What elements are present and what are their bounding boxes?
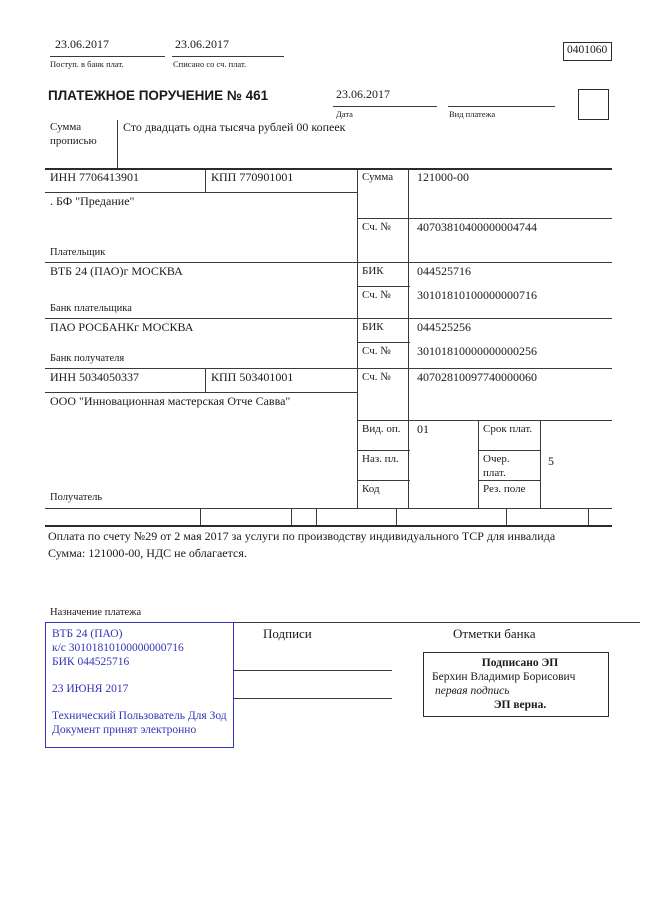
priority-value: 5 [548,454,554,468]
payee-account-label: Сч. № [362,371,391,383]
payer-section-border [45,262,612,263]
payer-bank-name: ВТБ 24 (ПАО)г МОСКВА [50,264,183,278]
debited-from-account-date: 23.06.2017 [175,37,229,51]
signature-line-2 [233,698,392,699]
label-column-right-border [408,168,409,508]
op-type-label: Вид. оп. [362,423,401,435]
sum-row-border [357,218,612,219]
payer-bank-section-label: Банк плательщика [50,303,132,314]
payee-inn-kpp-divider [205,368,206,392]
priority-label: Очер. плат. [483,453,510,479]
payer-bank-bik: 044525716 [417,264,471,278]
payment-type-underline [448,106,555,107]
bank-electronic-stamp [45,622,234,748]
payee-inn-row-border [45,392,357,393]
debited-from-account-label: Списано со сч. плат. [173,59,247,69]
stamp-date: 23 ИЮНЯ 2017 [52,683,129,696]
debited-date-underline [172,56,284,57]
form-code: 0401060 [567,44,608,56]
payer-account: 40703810400000004744 [417,220,537,234]
op-type-cell-border [357,450,410,451]
purpose-section-label: Назначение платежа [50,607,142,618]
stamp-bank-name: ВТБ 24 (ПАО) [52,628,123,640]
esign-title: Подписано ЭП [481,657,559,669]
payee-bank-section-border [45,368,612,369]
payee-bank-account: 30101810000000000256 [417,344,537,358]
esign-role: первая подпись [435,685,510,698]
payer-inn-kpp-divider [205,168,206,192]
payer-inn: ИНН 7706413901 [50,170,139,184]
bank-marks-label: Отметки банка [453,626,536,641]
payer-bank-bik-label: БИК [362,265,384,277]
payee-section-border [45,508,612,509]
document-date: 23.06.2017 [336,87,390,101]
payment-type-box [578,89,609,120]
label-column-left-border [357,168,358,508]
payer-account-label: Сч. № [362,221,391,233]
payee-bank-section-label: Банк получателя [50,353,125,364]
due-column-left-border [478,420,479,508]
document-title: ПЛАТЕЖНОЕ ПОРУЧЕНИЕ № 461 [48,88,269,103]
stamp-corr-account: к/с 30101810100000000716 [52,642,184,655]
signatures-label: Подписи [263,626,312,641]
payee-account: 40702810097740000060 [417,370,537,384]
payee-kpp: КПП 503401001 [211,370,294,384]
due-column-right-border [540,420,541,508]
due-date-label: Срок плат. [483,423,533,435]
purpose-code-label: Наз. пл. [362,453,399,465]
form-code-box [563,42,612,61]
payee-inn: ИНН 5034050337 [50,370,139,384]
payer-bank-account: 30101810100000000716 [417,288,537,302]
stamp-accepted: Документ принят электронно [52,724,197,737]
table-bottom-border [45,525,612,527]
amount-words-divider [117,120,118,168]
payee-name: ООО "Инновационная мастерская Отче Савва" [50,394,291,408]
fields-row-tick-4 [396,508,397,525]
op-block-top-border [357,420,612,421]
amount-in-words-value: Сто двадцать одна тысяча рублей 00 копеек [123,120,346,134]
payer-section-label: Плательщик [50,247,106,258]
esignature-stamp-box [423,652,609,717]
received-in-bank-date: 23.06.2017 [55,37,109,51]
payer-bank-section-border [45,318,612,319]
payee-bank-bik: 044525256 [417,320,471,334]
payee-bank-account-label: Сч. № [362,345,391,357]
fields-row-tick-3 [316,508,317,525]
fields-row-tick-6 [588,508,589,525]
sum-label: Сумма [362,171,394,183]
esign-verified: ЭП верна. [493,699,547,712]
payer-bank-account-label: Сч. № [362,289,391,301]
stamp-user: Технический Пользователь Для Зод [52,710,227,723]
signature-line-1 [233,670,392,671]
reserve-field-label: Рез. поле [483,483,526,495]
payee-bank-name: ПАО РОСБАНКг МОСКВА [50,320,194,334]
payee-section-label: Получатель [50,492,103,503]
payer-bank-bik-divider [357,286,410,287]
esign-name: Берхин Владимир Борисович [432,671,576,684]
stamp-bik: БИК 044525716 [52,656,130,669]
fields-row-tick-2 [291,508,292,525]
payee-bank-bik-divider [357,342,410,343]
payer-kpp: КПП 770901001 [211,170,294,184]
purpose-line-2: Сумма: 121000-00, НДС не облагается. [48,546,247,560]
payee-bank-bik-label: БИК [362,321,384,333]
payer-name: . БФ "Предание" [50,194,135,208]
date-underline [333,106,437,107]
payment-type-label: Вид платежа [449,109,496,119]
signatures-top-border [233,622,640,623]
stamp-spacer-1 [52,669,227,682]
purpose-line-1: Оплата по счету №29 от 2 мая 2017 за услуги по производству индивидуального ТСР для инвалида [48,529,556,543]
amount-in-words-label: Сумма прописью [50,121,97,147]
purpose-code-cell-border [357,480,410,481]
received-date-underline [50,56,165,57]
op-type-value: 01 [417,422,429,436]
fields-row-tick-5 [506,508,507,525]
due-date-cell-border [478,450,540,451]
code-label: Код [362,483,380,495]
received-in-bank-label: Поступ. в банк плат. [50,59,124,69]
payer-inn-row-border [45,192,357,193]
fields-row-tick-1 [200,508,201,525]
date-label: Дата [336,109,353,119]
stamp-spacer-2 [52,696,227,709]
sum-value: 121000-00 [417,170,469,184]
